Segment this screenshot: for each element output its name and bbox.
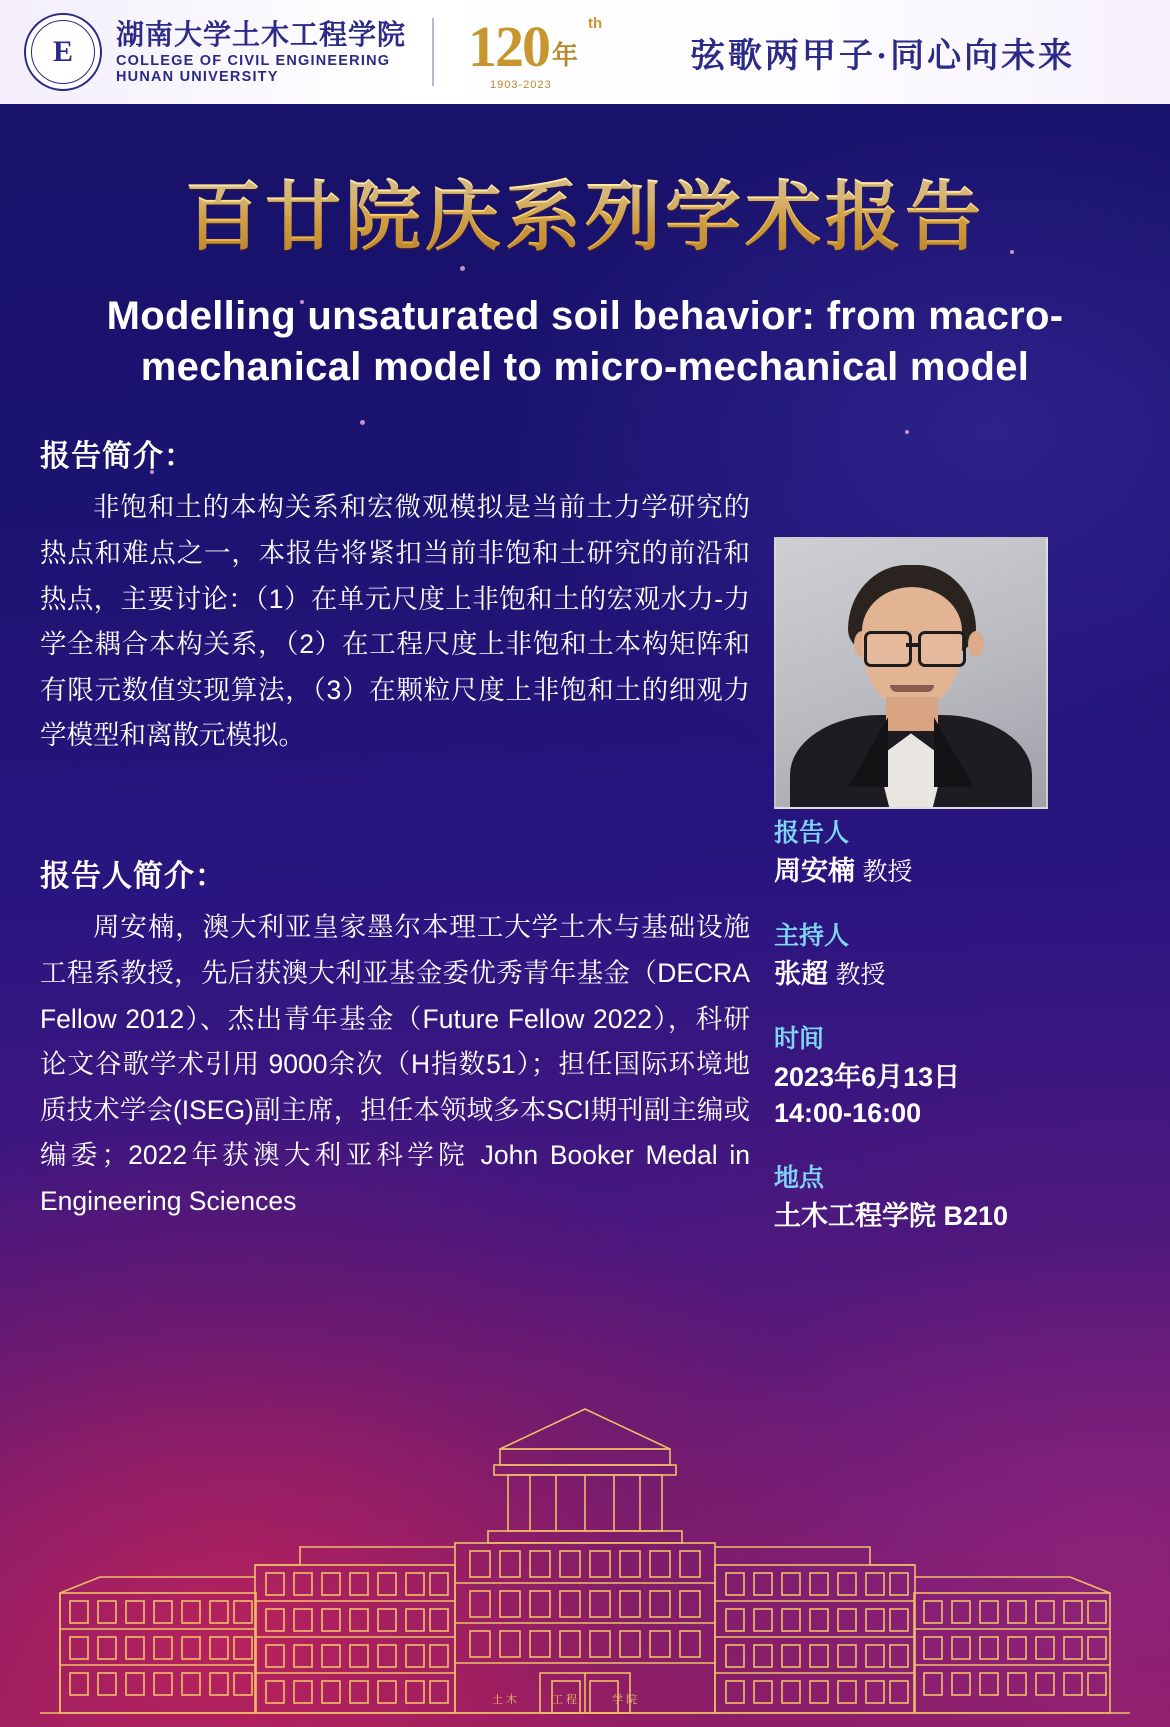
university-logo-block — [24, 13, 406, 91]
poster-content — [0, 156, 1170, 1260]
college-name-en-line1: COLLEGE OF CIVIL ENGINEERING — [116, 52, 391, 69]
page-title: 百廿院庆系列学术报告 — [40, 156, 1130, 265]
university-name-cn: 湖南大学土木工程学院 — [116, 18, 407, 50]
anniversary-number: 120 — [468, 14, 550, 79]
lecture-subtitle: Modelling unsaturated soil behavior: from macro-mechanical model to micro-mechanical model — [106, 294, 1064, 390]
host-role: 教授 — [835, 961, 886, 990]
header-slogan: 弦歌两甲子·同心向未来 — [690, 37, 1076, 75]
abstract-column — [40, 485, 750, 758]
university-seal-icon — [24, 13, 102, 91]
anniversary-year-range: 1903-2023 — [490, 79, 552, 91]
bio-column — [40, 813, 750, 1224]
abstract-text: 非饱和土的本构关系和宏微观模拟是当前土力学研究的热点和难点之一，本报告将紧扣当前非饱和土研究的前沿和热点，主要讨论：（1）在单元尺度上非饱和土的宏观水力-力学全耦合本构关系，（2）在工程尺度上非饱和土本构矩阵和有限元数值实现算法，（3）在颗粒尺度上非饱和土的细观力学模型和离散元模拟。 — [40, 492, 750, 751]
header-divider — [432, 18, 434, 86]
bio-text: 周安楠，澳大利亚皇家墨尔本理工大学土木与基础设施工程系教授，先后获澳大利亚基金委优秀青年基金（DECRA Fellow 2012）、杰出青年基金（Future Fellow 2022），科研论文谷歌学术引用 9000余次（H指数51）；担任国际环境地质技术学会(ISEG)副主席，担任本领域多本SCI期刊副主编或编委；2022年获澳大利亚科学院 John Booker Medal in Engineering Sciences — [40, 912, 750, 1216]
details-column — [774, 813, 1130, 1260]
college-name-en-line2: HUNAN UNIVERSITY — [116, 69, 279, 86]
time-date: 2023年6月13日 — [774, 1061, 961, 1092]
host-block — [774, 916, 1130, 993]
bio-label: 报告人简介： — [40, 860, 226, 894]
speaker-value — [774, 853, 1130, 890]
seal-letter: E — [52, 35, 73, 68]
plaque-char-1: 土 木 — [492, 1694, 518, 1706]
host-label: 主持人 — [774, 922, 850, 951]
plaque-char-2: 工 程 — [552, 1694, 578, 1706]
speaker-role: 教授 — [862, 858, 913, 887]
portrait-column — [774, 485, 1130, 809]
place-block — [774, 1158, 1130, 1234]
anniversary-superscript: th — [588, 15, 603, 32]
abstract-row — [40, 485, 1130, 809]
anniversary-emblem — [460, 9, 640, 95]
building-line-art — [0, 1397, 1170, 1727]
host-value — [774, 956, 1130, 993]
time-block — [774, 1019, 1130, 1132]
plaque-char-3: 学 院 — [612, 1694, 638, 1706]
university-names — [116, 19, 406, 86]
speaker-portrait — [774, 537, 1048, 809]
anniversary-year-char: 年 — [552, 40, 579, 70]
place-label: 地点 — [774, 1163, 825, 1192]
speaker-label: 报告人 — [774, 819, 850, 848]
speaker-block — [774, 813, 1130, 890]
bio-row — [40, 813, 1130, 1260]
abstract-label: 报告简介： — [40, 440, 195, 474]
poster-header — [0, 0, 1170, 104]
place-value: 土木工程学院 B210 — [774, 1200, 1009, 1231]
time-range: 14:00-16:00 — [774, 1098, 922, 1129]
speaker-name: 周安楠 — [774, 856, 855, 887]
time-label: 时间 — [774, 1024, 825, 1053]
host-name: 张超 — [774, 959, 828, 990]
